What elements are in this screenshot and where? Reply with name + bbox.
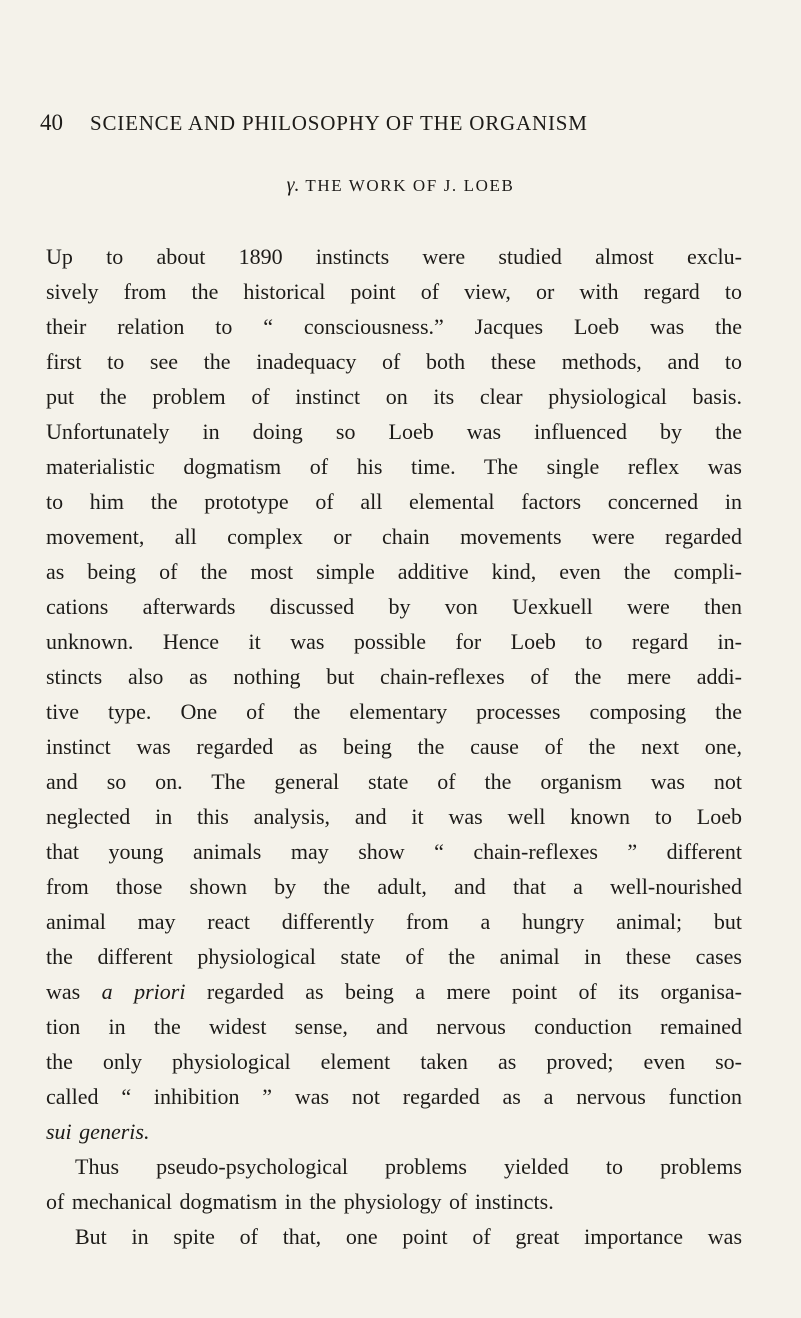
text-line: their relation to “ consciousness.” Jacques Loeb was the: [46, 314, 742, 339]
text-line: [46, 974, 742, 1009]
text-line: to him the prototype of all elemental factors concerned in: [46, 489, 742, 514]
italic-phrase: a priori: [101, 979, 186, 1004]
text-line: But in spite of that, one point of great importance was: [75, 1224, 742, 1249]
text-run: regarded as being a mere point of its organisa-: [185, 979, 742, 1004]
text-line: unknown. Hence it was possible for Loeb to regard in-: [46, 629, 742, 654]
text-line: Unfortunately in doing so Loeb was influenced by the: [46, 419, 742, 444]
text-line: as being of the most simple additive kind, even the compli-: [46, 559, 742, 584]
text-line: movement, all complex or chain movements were regarded: [46, 524, 742, 549]
text-line: stincts also as nothing but chain-reflexes of the mere addi-: [46, 664, 742, 689]
section-marker: γ.: [286, 174, 300, 196]
text-line: the different physiological state of the animal in these cases: [46, 944, 742, 969]
running-head: [40, 110, 740, 144]
section-heading: [0, 174, 801, 197]
text-line: put the problem of instinct on its clear physiological basis.: [46, 384, 742, 409]
text-line: from those shown by the adult, and that a well-nourished: [46, 874, 742, 899]
text-line: tive type. One of the elementary processes composing the: [46, 699, 742, 724]
running-title: SCIENCE AND PHILOSOPHY OF THE ORGANISM: [90, 111, 588, 135]
text-line: [46, 1114, 742, 1149]
text-line: and so on. The general state of the organism was not: [46, 769, 742, 794]
text-line: cations afterwards discussed by von Uexkuell were then: [46, 594, 742, 619]
section-title: THE WORK OF J. LOEB: [305, 176, 515, 195]
text-line: called “ inhibition ” was not regarded as a nervous function: [46, 1084, 742, 1109]
text-line: neglected in this analysis, and it was well known to Loeb: [46, 804, 742, 829]
text-line: animal may react differently from a hungry animal; but: [46, 909, 742, 934]
body-text: [46, 239, 742, 1254]
text-line: the only physiological element taken as proved; even so-: [46, 1049, 742, 1074]
italic-phrase: sui generis.: [46, 1119, 150, 1144]
page-number: 40: [40, 110, 63, 135]
text-line: of mechanical dogmatism in the physiology of instincts.: [46, 1189, 554, 1214]
text-line: that young animals may show “ chain-reflexes ” different: [46, 839, 742, 864]
text-line: Up to about 1890 instincts were studied almost exclu-: [46, 244, 742, 269]
text-line: materialistic dogmatism of his time. The single reflex was: [46, 454, 742, 479]
text-line: tion in the widest sense, and nervous conduction remained: [46, 1014, 742, 1039]
text-line: instinct was regarded as being the cause of the next one,: [46, 734, 742, 759]
text-line: sively from the historical point of view, or with regard to: [46, 279, 742, 304]
text-line: first to see the inadequacy of both these methods, and to: [46, 349, 742, 374]
text-run: was: [46, 979, 102, 1004]
text-line: Thus pseudo-psychological problems yielded to problems: [75, 1154, 742, 1179]
